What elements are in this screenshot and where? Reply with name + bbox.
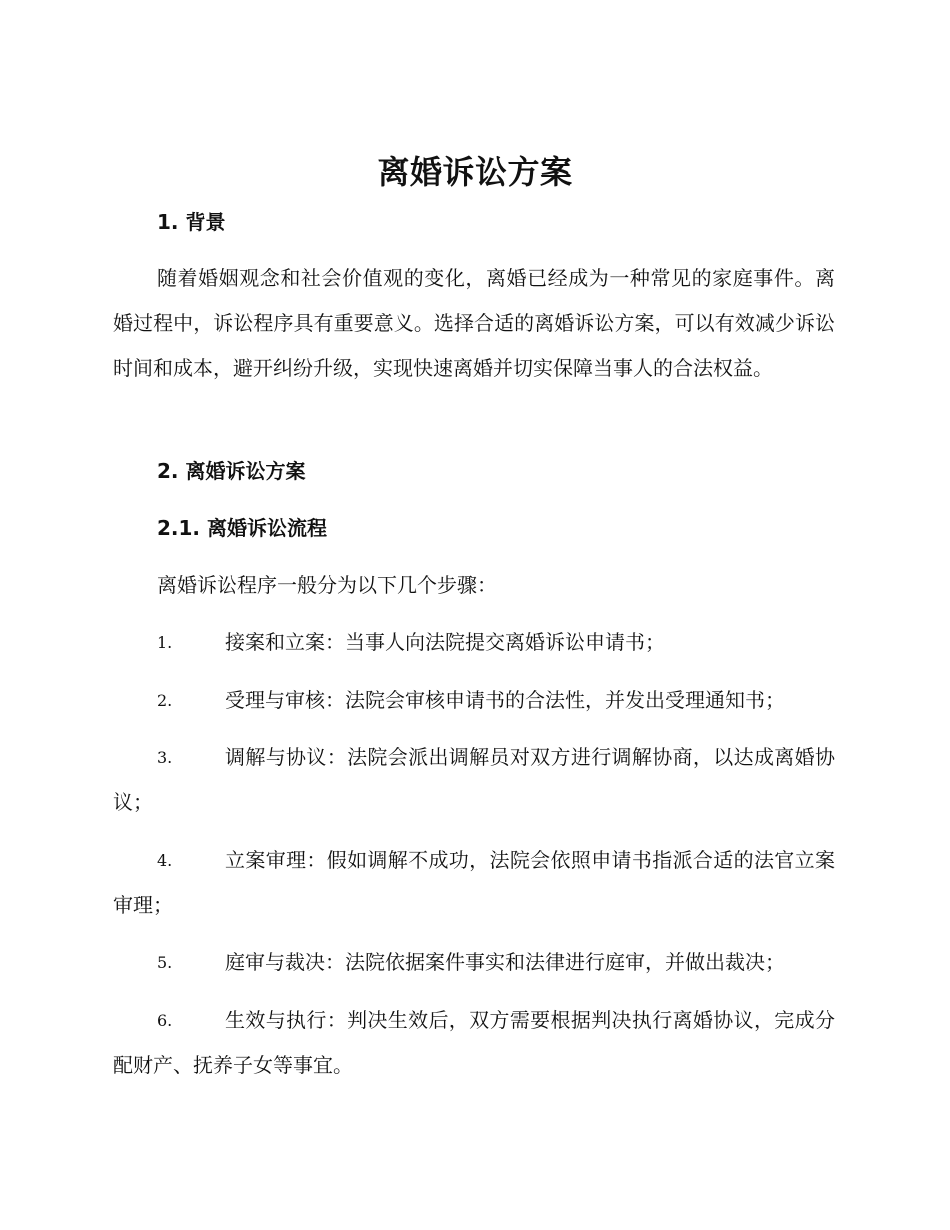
section-heading-background: 1. 背景	[157, 210, 226, 234]
list-item	[113, 940, 835, 985]
list-item-number: 5.	[157, 953, 173, 972]
list-item-number: 6.	[157, 1011, 173, 1030]
section-heading-divorce-plan: 2. 离婚诉讼方案	[157, 459, 306, 483]
list-item	[113, 678, 835, 723]
document-title: 离婚诉讼方案	[377, 153, 573, 191]
list-item	[113, 620, 835, 665]
list-item-text: 庭审与裁决：法院依据案件事实和法律进行庭审，并做出裁决；	[225, 950, 785, 974]
list-item-number: 4.	[157, 851, 173, 870]
list-item-number: 2.	[157, 691, 173, 710]
process-intro: 离婚诉讼程序一般分为以下几个步骤：	[157, 573, 497, 597]
list-item	[113, 998, 835, 1088]
list-item-text: 受理与审核：法院会审核申请书的合法性，并发出受理通知书；	[225, 688, 785, 712]
list-item-text: 立案审理：假如调解不成功，法院会依照申请书指派合适的法官立案审理；	[113, 848, 835, 917]
list-item	[113, 838, 835, 928]
list-item	[113, 735, 835, 825]
background-paragraph: 随着婚姻观念和社会价值观的变化，离婚已经成为一种常见的家庭事件。离婚过程中，诉讼程序具有重要意义。选择合适的离婚诉讼方案，可以有效减少诉讼时间和成本，避开纠纷升级，实现快速离婚并切实保障当事人的合法权益。	[113, 266, 835, 380]
list-item-number: 1.	[157, 633, 173, 652]
list-item-number: 3.	[157, 748, 173, 767]
list-item-text: 接案和立案：当事人向法院提交离婚诉讼申请书；	[225, 630, 665, 654]
subsection-heading-litigation-process: 2.1. 离婚诉讼流程	[157, 516, 327, 540]
list-item-text: 调解与协议：法院会派出调解员对双方进行调解协商，以达成离婚协议；	[113, 745, 835, 814]
list-item-text: 生效与执行：判决生效后，双方需要根据判决执行离婚协议，完成分配财产、抚养子女等事宜。	[113, 1008, 835, 1077]
